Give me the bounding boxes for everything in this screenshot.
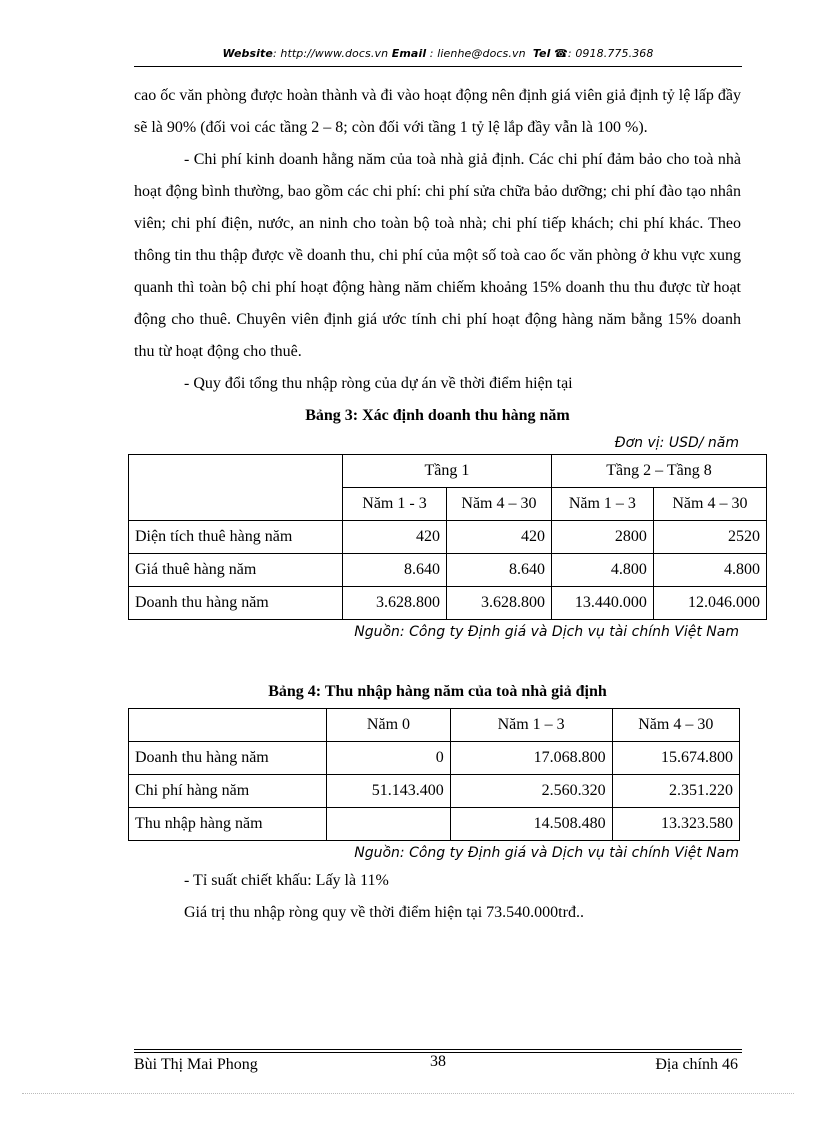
page-header (134, 47, 742, 60)
table-row (129, 709, 740, 742)
table3-source: Nguồn: Công ty Định giá và Dịch vụ tài chính Việt Nam (354, 624, 739, 640)
page-number: 38 (430, 1053, 446, 1070)
table-column-header: Năm 4 – 30 (612, 709, 739, 742)
paragraph-5: Giá trị thu nhập ròng quy về thời điểm hiện tại 73.540.000trđ.. (184, 904, 584, 921)
email-value[interactable]: : lienhe@docs.vn (426, 47, 526, 60)
table-row-label: Giá thuê hàng năm (129, 554, 343, 587)
table-column-header: Năm 4 – 30 (446, 488, 551, 521)
table-row (129, 554, 767, 587)
table-cell: 2.351.220 (612, 775, 739, 808)
table-cell: 2.560.320 (450, 775, 612, 808)
table-cell (327, 808, 450, 841)
table-column-header: Năm 1 – 3 (551, 488, 653, 521)
table-row-label: Thu nhập hàng năm (129, 808, 327, 841)
table-cell: 17.068.800 (450, 742, 612, 775)
table4-source: Nguồn: Công ty Định giá và Dịch vụ tài chính Việt Nam (354, 845, 739, 861)
income-table (128, 708, 740, 841)
table-cell: 15.674.800 (612, 742, 739, 775)
table-cell: 420 (343, 521, 447, 554)
table-row-label: Chi phí hàng năm (129, 775, 327, 808)
table-cell: 13.440.000 (551, 587, 653, 620)
footer-class: Địa chính 46 (655, 1056, 738, 1073)
table-row (129, 775, 740, 808)
table-cell (129, 455, 343, 521)
email-label: Email (391, 47, 427, 60)
header-divider (134, 66, 742, 67)
table4-title: Bảng 4: Thu nhập hàng năm của toà nhà giả định (268, 683, 607, 700)
table-cell: 0 (327, 742, 450, 775)
phone-icon: ☎ (554, 47, 568, 60)
table-row-label: Diện tích thuê hàng năm (129, 521, 343, 554)
table-group-header: Tầng 1 (343, 455, 552, 488)
tel-value: : 0918.775.368 (567, 47, 654, 60)
table-cell: 12.046.000 (653, 587, 766, 620)
table-column-header: Năm 0 (327, 709, 450, 742)
table-column-header: Năm 1 - 3 (343, 488, 447, 521)
table-row (129, 521, 767, 554)
table-row (129, 455, 767, 488)
table-group-header: Tầng 2 – Tầng 8 (551, 455, 766, 488)
table-row (129, 742, 740, 775)
table-column-header: Năm 4 – 30 (653, 488, 766, 521)
table-cell: 51.143.400 (327, 775, 450, 808)
website-url[interactable]: : http://www.docs.vn (272, 47, 389, 60)
table-column-header (129, 709, 327, 742)
table-row (129, 808, 740, 841)
table-row (129, 587, 767, 620)
table-cell: 4.800 (653, 554, 766, 587)
table-cell: 4.800 (551, 554, 653, 587)
paragraph-4: - Tỉ suất chiết khấu: Lấy là 11% (184, 872, 389, 889)
paragraph-3: - Quy đổi tổng thu nhập ròng của dự án về thời điểm hiện tại (184, 375, 573, 392)
table-cell: 3.628.800 (343, 587, 447, 620)
table-cell: 3.628.800 (446, 587, 551, 620)
table3-unit: Đơn vị: USD/ năm (614, 435, 739, 451)
paragraph-1: cao ốc văn phòng được hoàn thành và đi vào hoạt động nên định giá viên giả định tỷ lệ lấp đầy sẽ là 90% (đối voi các tầng 2 – 8; còn đối với tầng 1 tỷ lệ lắp đầy vẫn là 100 %). (134, 87, 741, 136)
revenue-table (128, 454, 767, 620)
table-row-label: Doanh thu hàng năm (129, 742, 327, 775)
table-row-label: Doanh thu hàng năm (129, 587, 343, 620)
table-cell: 2800 (551, 521, 653, 554)
page-edge-dotted-line (22, 1093, 794, 1094)
page-footer (134, 1053, 742, 1080)
table-column-header: Năm 1 – 3 (450, 709, 612, 742)
table-cell: 8.640 (343, 554, 447, 587)
table-cell: 2520 (653, 521, 766, 554)
website-label: Website (222, 47, 273, 60)
table-cell: 14.508.480 (450, 808, 612, 841)
document-body (134, 80, 760, 929)
table-cell: 420 (446, 521, 551, 554)
table-cell: 8.640 (446, 554, 551, 587)
footer-divider (134, 1049, 742, 1050)
table-cell: 13.323.580 (612, 808, 739, 841)
footer-author: Bùi Thị Mai Phong (134, 1056, 258, 1073)
tel-label: Tel (532, 47, 551, 60)
paragraph-2: - Chi phí kinh doanh hằng năm của toà nhà giả định. Các chi phí đảm bảo cho toà nhà hoạt động bình thường, bao gồm các chi phí: chi phí sửa chữa bảo dưỡng; chi phí đào tạo nhân viên; chi phí điện, nước, an ninh cho toàn bộ toà nhà; chi phí tiếp khách; chi phí khác. Theo thông tin thu thập được về doanh thu, chi phí của một số toà cao ốc văn phòng ở khu vực xung quanh thì toàn bộ chi phí hoạt động hàng năm chiếm khoảng 15% doanh thu thu được từ hoạt động cho thuê. Chuyên viên định giá ước tính chi phí hoạt động hàng năm bằng 15% doanh thu từ hoạt động cho thuê. (134, 151, 741, 360)
table3-title: Bảng 3: Xác định doanh thu hàng năm (305, 407, 570, 424)
